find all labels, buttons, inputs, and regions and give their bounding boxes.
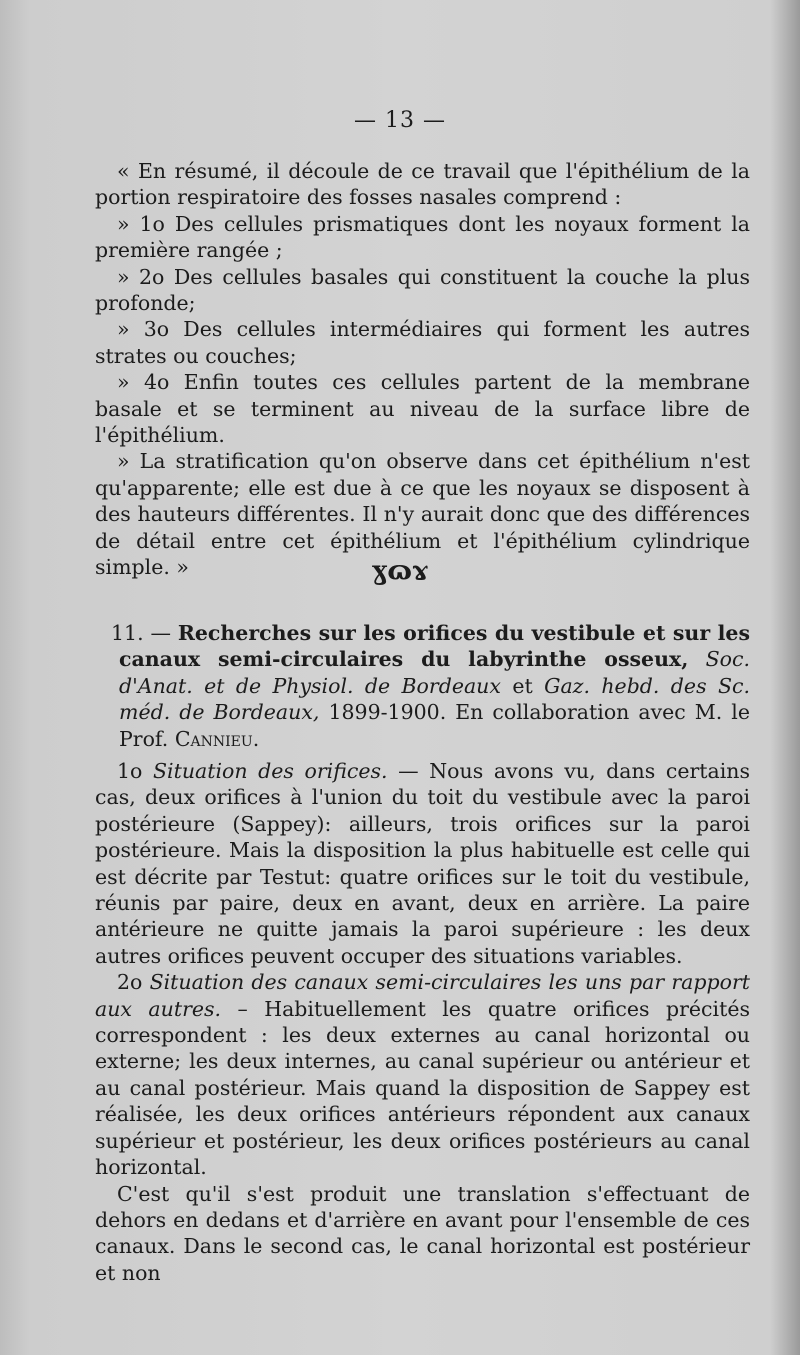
entry-years: 1899-1900. En collaboration avec M. le Prof. <box>119 700 750 751</box>
entry-number: 11. — <box>111 621 178 645</box>
ornament-divider: ɣɷɤ <box>371 556 429 586</box>
quoted-summary <box>95 158 750 581</box>
section-text: — Nous avons vu, dans certains cas, deux orifices à l'union du toit du vestibule avec la paroi postérieure (Sappey): ailleurs, trois orifices sur la paroi postérieure. Mais la disposition la plus habituelle est celle qui est décrite par Testut: quatre orifices sur le toit du vestibule, réunis par paire, deux en avant, deux en arrière. La paire antérieure ne quitte jamais la paroi supérieure : les deux autres orifices peuvent occuper des situations variables. <box>95 759 750 968</box>
section-paragraph <box>95 758 750 969</box>
section-heading: Situation des orifices. <box>152 759 388 783</box>
section-number: 1o <box>117 759 153 783</box>
quote-paragraph: » 1o Des cellules prismatiques dont les noyaux forment la première rangée ; <box>95 211 750 263</box>
entry-journal-1: Soc. d'Anat. et de Physiol. de Bordeaux <box>119 647 750 698</box>
quote-paragraph: » 3o Des cellules intermédiaires qui forment les autres strates ou couches; <box>95 317 750 368</box>
closing-paragraph: C'est qu'il s'est produit une translation s'effectuant de dehors en dedans et d'arrière en avant pour l'ensemble de ces canaux. Dans le second cas, le canal horizontal est postérieur et non <box>95 1181 750 1285</box>
section-heading: Situation des canaux semi-circulaires les uns par rapport aux autres. <box>95 970 750 1021</box>
entry-coauthor: Cannieu. <box>174 726 260 751</box>
entry-separator: et <box>512 673 533 698</box>
quote-paragraph: « En résumé, il découle de ce travail que l'épithélium de la portion respiratoire des fosses nasales comprend : <box>95 159 750 210</box>
section-paragraph <box>95 969 750 1180</box>
quote-paragraph: » La stratification qu'on observe dans cet épithélium n'est qu'apparente; elle est due à ce que les noyaux se disposent à des hauteurs différentes. Il n'y aurait donc que des différences de détail entre cet épithélium et l'épithélium cylindrique simple. » <box>95 449 750 580</box>
bibliography-entry <box>95 620 750 752</box>
quote-paragraph: » 2o Des cellules basales qui constituent la couche la plus profonde; <box>95 264 750 316</box>
entry-title: Recherches sur les orifices du vestibule et sur les canaux semi-circulaires du labyrinthe osseux, <box>119 621 750 672</box>
section-text: – Habituellement les quatre orifices précités correspondent : les deux externes au canal horizontal ou externe; les deux internes, au canal supérieur ou antérieur et au canal postérieur. Mais quand la disposition de Sappey est réalisée, les deux orifices antérieurs répondent aux canaux supérieur et postérieur, les deux orifices postérieurs au canal horizontal. <box>95 996 750 1180</box>
quote-paragraph: » 4o Enfin toutes ces cellules partent de la membrane basale et se terminent au niveau de la surface libre de l'épithélium. <box>95 370 750 448</box>
body-text <box>95 758 750 1286</box>
section-number: 2o <box>117 970 150 995</box>
entry-paragraph <box>95 620 750 752</box>
entry-journal-2: Gaz. hebd. des Sc. méd. de Bordeaux, <box>119 673 750 725</box>
page-number: — 13 — <box>354 108 446 133</box>
